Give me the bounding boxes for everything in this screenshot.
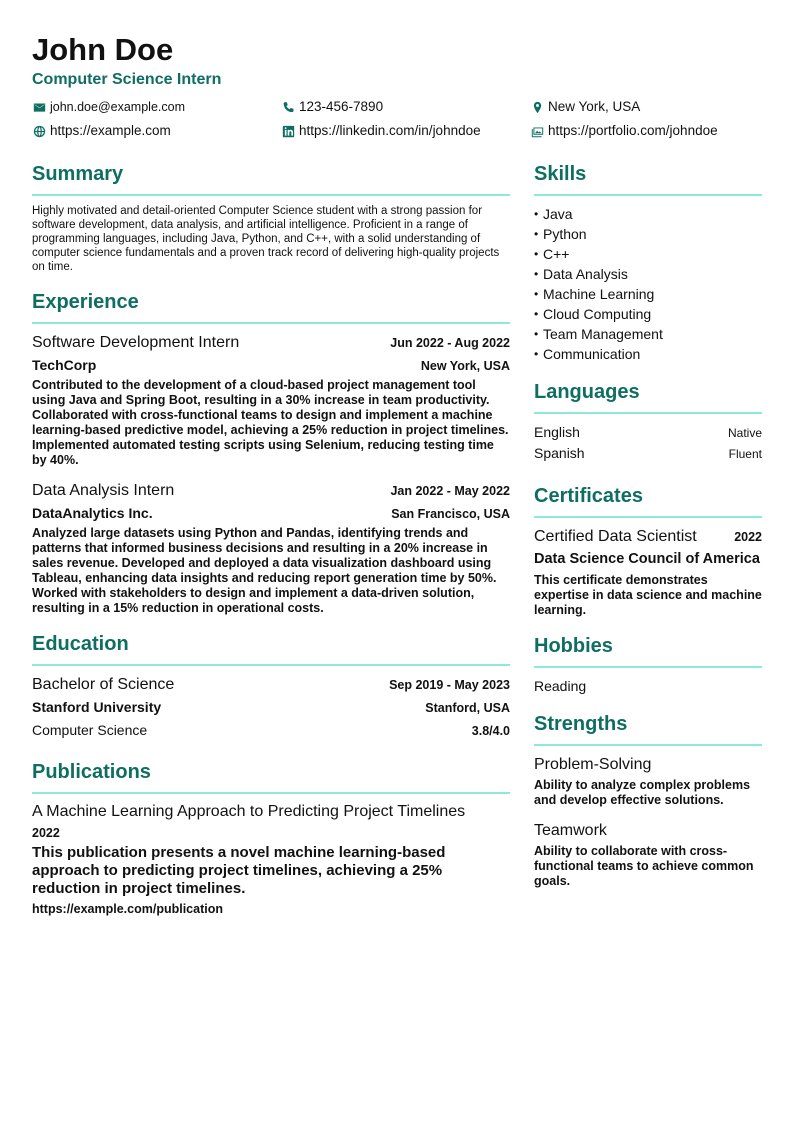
candidate-name: John Doe	[32, 32, 174, 67]
publications-heading: Publications	[32, 761, 151, 783]
publication-year: 2022	[32, 826, 60, 840]
section-divider	[32, 792, 510, 794]
language-name: English	[534, 424, 580, 440]
certificate-year: 2022	[734, 530, 762, 544]
main-column	[32, 160, 510, 918]
skill-label: Machine Learning	[543, 286, 655, 302]
skill-item: • Java	[534, 206, 573, 222]
contact-info	[32, 98, 762, 140]
job-company: DataAnalytics Inc.	[32, 505, 153, 521]
summary-text: Highly motivated and detail-oriented Computer Science student with a strong passion for software development, data analysis, and artificial intelligence. Proficient in a range of programming languages, including Java, Python, and C++, with a solid understanding of computer science fundamentals and a proven track record of delivering high-quality projects on time.	[32, 205, 500, 273]
language-level: Native	[727, 426, 762, 440]
skill-label: Python	[543, 226, 587, 242]
summary-heading: Summary	[32, 163, 124, 185]
job-position: Data Analysis Intern	[32, 482, 175, 499]
job-date: Jun 2022 - Aug 2022	[390, 336, 510, 350]
job-company: TechCorp	[32, 357, 97, 373]
strength-description: Ability to collaborate with cross-functional teams to achieve common goals.	[534, 844, 754, 888]
experience-heading: Experience	[32, 291, 139, 313]
section-divider	[32, 664, 510, 666]
experience-item	[32, 332, 510, 468]
strength-name: Problem-Solving	[534, 756, 652, 773]
mail-icon	[32, 100, 46, 114]
strengths-heading: Strengths	[534, 713, 628, 735]
section-divider	[534, 194, 762, 196]
section-divider	[534, 666, 762, 668]
language-level: Fluent	[728, 447, 762, 461]
section-divider	[534, 516, 762, 518]
publications-section	[32, 758, 510, 918]
resume-page	[32, 30, 762, 916]
education-date: Sep 2019 - May 2023	[389, 678, 510, 692]
skill-label: Cloud Computing	[543, 306, 652, 322]
skill-item: • Team Management	[534, 326, 663, 342]
skill-label: Data Analysis	[543, 266, 628, 282]
contact-email[interactable]	[32, 98, 281, 116]
website-link: https://example.com	[50, 123, 171, 138]
skill-item: • Communication	[534, 346, 641, 362]
contact-phone[interactable]	[281, 98, 530, 116]
education-score: 3.8/4.0	[471, 724, 510, 738]
phone-text: 123-456-7890	[299, 99, 384, 114]
skills-heading: Skills	[534, 163, 587, 185]
certificate-description: This certificate demonstrates expertise in data science and machine learning.	[534, 573, 762, 617]
candidate-headline: Computer Science Intern	[32, 71, 222, 88]
section-divider	[32, 322, 510, 324]
globe-icon	[32, 124, 46, 138]
skill-label: Communication	[543, 346, 641, 362]
publication-title: A Machine Learning Approach to Predicting Project Timelines	[32, 803, 466, 820]
contact-linkedin[interactable]	[281, 122, 530, 140]
languages-heading: Languages	[534, 381, 640, 403]
skill-item: • Cloud Computing	[534, 306, 652, 322]
portfolio-link: https://portfolio.com/johndoe	[548, 123, 718, 138]
hobby-item: Reading	[534, 678, 587, 694]
language-name: Spanish	[534, 445, 585, 461]
languages-section	[534, 378, 762, 464]
location-text: New York, USA	[548, 99, 641, 114]
section-divider	[534, 744, 762, 746]
email-text: john.doe@example.com	[50, 100, 185, 114]
skill-label: Team Management	[543, 326, 663, 342]
certificate-issuer: Data Science Council of America	[534, 551, 760, 567]
job-location: New York, USA	[420, 359, 510, 373]
certificates-heading: Certificates	[534, 485, 643, 507]
publication-link[interactable]: https://example.com/publication	[32, 902, 223, 916]
skill-item: • C++	[534, 246, 570, 262]
section-divider	[32, 194, 510, 196]
skill-item: • Machine Learning	[534, 286, 655, 302]
map-pin-icon	[530, 100, 544, 114]
skill-item: • Data Analysis	[534, 266, 628, 282]
education-area: Computer Science	[32, 722, 148, 738]
strength-item	[534, 820, 762, 889]
experience-section	[32, 288, 510, 616]
hobbies-section	[534, 632, 762, 696]
skill-label: C++	[543, 246, 570, 262]
summary-section	[32, 160, 510, 274]
phone-icon	[281, 100, 295, 114]
education-degree: Bachelor of Science	[32, 676, 175, 693]
job-description: Analyzed large datasets using Python and Pandas, identifying trends and patterns that informed business decisions and resulting in a 20% increase in sales revenue. Developed and deployed a data visualization dashboard using Tableau, enhancing data insights and reducing report generation time by 50%. Worked with stakeholders to design and implement a data-driven solution, resulting in a 15% reduction in operational costs.	[32, 526, 497, 615]
skill-item: • Python	[534, 226, 587, 242]
certificate-name: Certified Data Scientist	[534, 528, 697, 545]
language-item	[534, 422, 762, 443]
skills-list	[534, 204, 762, 364]
skills-section	[534, 160, 762, 364]
job-date: Jan 2022 - May 2022	[390, 484, 510, 498]
strength-description: Ability to analyze complex problems and develop effective solutions.	[534, 778, 751, 807]
education-location: Stanford, USA	[425, 701, 510, 715]
section-divider	[534, 412, 762, 414]
strength-name: Teamwork	[534, 822, 607, 839]
contact-portfolio[interactable]	[530, 122, 762, 140]
contact-website[interactable]	[32, 122, 281, 140]
publication-summary: This publication presents a novel machine learning-based approach to predicting project timelines, achieving a 25% reduction in project timelines.	[32, 844, 446, 897]
education-heading: Education	[32, 633, 129, 655]
linkedin-link: https://linkedin.com/in/johndoe	[299, 123, 481, 138]
hobbies-heading: Hobbies	[534, 635, 613, 657]
linkedin-icon	[281, 124, 295, 138]
skill-label: Java	[543, 206, 573, 222]
job-description: Contributed to the development of a cloud-based project management tool using Java and Spring Boot, resulting in a 30% increase in team productivity. Collaborated with cross-functional teams to design and implement a machine learning-based predictive model, achieving a 25% reduction in project timelines. Implemented automated testing scripts using Selenium, reducing testing time by 40%.	[32, 378, 509, 467]
certificates-section	[534, 482, 762, 618]
education-institution: Stanford University	[32, 699, 162, 715]
job-position: Software Development Intern	[32, 334, 240, 351]
education-section	[32, 630, 510, 742]
experience-item	[32, 480, 510, 616]
job-location: San Francisco, USA	[391, 507, 510, 521]
contact-location	[530, 98, 762, 116]
language-item	[534, 443, 762, 464]
strength-item	[534, 754, 762, 808]
portfolio-icon	[530, 124, 544, 138]
side-column	[534, 160, 762, 889]
strengths-section	[534, 710, 762, 889]
